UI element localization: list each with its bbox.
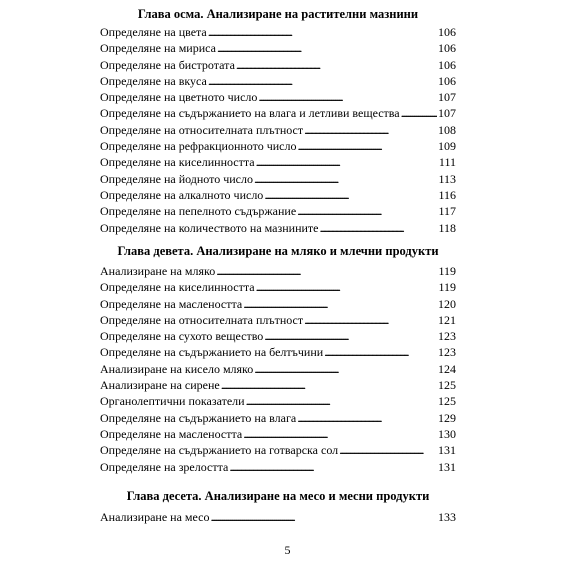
dot-leader (246, 393, 437, 409)
toc-entry-page: 119 (438, 280, 456, 295)
toc-list (100, 263, 456, 475)
toc-entry-label: Определяне на мириса (100, 41, 216, 56)
dot-leader (258, 89, 437, 105)
toc-entry-label: Определяне на съдържанието на белтъчини (100, 345, 324, 360)
toc-entry-label: Определяне на киселинността (100, 280, 255, 295)
dot-leader (254, 361, 437, 377)
toc-entry-label: Определяне на количеството на мазнините (100, 220, 319, 235)
dot-leader (320, 220, 438, 236)
toc-entry-label: Определяне на цветното число (100, 90, 258, 105)
toc-entry-page: 129 (438, 410, 456, 425)
toc-entry-page: 107 (438, 106, 456, 121)
toc-entry-page: 106 (438, 41, 456, 56)
toc-entry-label: Определяне на бистротата (100, 57, 235, 72)
toc-entry-page: 106 (438, 25, 456, 39)
toc-list (100, 509, 456, 525)
dot-leader (297, 203, 437, 219)
toc-entry (100, 393, 456, 409)
toc-entry-label: Анализиране на мляко (100, 264, 216, 278)
dot-leader (339, 442, 437, 458)
toc-entry-page: 106 (438, 73, 456, 88)
chapter-title: Глава десета. Анализиране на месо и месни продукти (126, 489, 430, 503)
toc-entry-page: 111 (438, 155, 456, 170)
toc-entry-page: 109 (438, 139, 456, 154)
toc-entry-page: 106 (438, 57, 456, 72)
toc-entry (100, 73, 456, 89)
toc-entry-page: 124 (438, 361, 456, 376)
toc-entry-label: Определяне на сухото вещество (100, 329, 264, 344)
toc-entry (100, 459, 456, 475)
dot-leader (243, 426, 437, 442)
toc-entry (100, 279, 456, 295)
dot-leader (324, 344, 437, 360)
dot-leader (297, 410, 437, 426)
toc-entry-label: Анализиране на кисело мляко (100, 361, 254, 376)
toc-entry (100, 40, 456, 56)
toc-entry (100, 187, 456, 203)
dot-leader (401, 105, 437, 121)
toc-entry-page: 113 (438, 171, 456, 186)
toc-entry (100, 426, 456, 442)
toc-entry (100, 122, 456, 138)
toc-entry-label: Определяне на цвета (100, 25, 207, 39)
toc-entry-label: Определяне на маслеността (100, 426, 243, 441)
dot-leader (304, 312, 437, 328)
toc-entry (100, 203, 456, 219)
toc-entry (100, 220, 456, 236)
chapter-title: Глава осма. Анализиране на растителни мазнини (137, 7, 419, 21)
toc-entry (100, 154, 456, 170)
toc-entry-label: Определяне на маслеността (100, 296, 243, 311)
toc-entry-label: Определяне на вкуса (100, 73, 207, 88)
toc-entry (100, 344, 456, 360)
dot-leader (264, 187, 437, 203)
toc-entry (100, 328, 456, 344)
toc-entry (100, 171, 456, 187)
dot-leader (256, 154, 438, 170)
toc-entry-page: 131 (438, 443, 456, 458)
dot-leader (217, 40, 437, 56)
toc-entry-label: Органолептични показатели (100, 394, 245, 409)
toc-entry-page: 117 (438, 204, 456, 219)
toc-entry-label: Определяне на относителната плътност (100, 122, 304, 137)
toc-entry-page: 118 (438, 220, 456, 235)
toc-entry (100, 361, 456, 377)
toc-entry (100, 105, 456, 121)
dot-leader (264, 328, 437, 344)
toc-entry (100, 263, 456, 279)
toc-entry-label: Определяне на йодното число (100, 171, 253, 186)
toc-entry (100, 312, 456, 328)
dot-leader (256, 279, 438, 295)
dot-leader (236, 57, 437, 73)
page-number: 5 (284, 543, 291, 557)
toc-entry-page: 133 (438, 510, 456, 524)
toc-entry-page: 125 (438, 394, 456, 409)
toc-entry-page: 130 (438, 426, 456, 441)
chapter-10 (100, 487, 456, 525)
chapter-9 (100, 242, 456, 475)
toc-entry-label: Определяне на киселинността (100, 155, 255, 170)
dot-leader (243, 296, 437, 312)
dot-leader (210, 509, 437, 525)
toc-entry-page: 123 (438, 345, 456, 360)
dot-leader (208, 73, 437, 89)
toc-entry-page: 107 (438, 90, 456, 105)
toc-entry-label: Определяне на относителната плътност (100, 312, 304, 327)
toc-entry-label: Определяне на съдържанието на влага и летливи вещества (100, 106, 400, 121)
chapter-8 (100, 5, 456, 236)
toc-entry-page: 131 (438, 459, 456, 474)
dot-leader (221, 377, 437, 393)
toc-entry (100, 442, 456, 458)
toc-entry (100, 24, 456, 40)
toc-entry-label: Определяне на съдържанието на готварска сол (100, 443, 339, 458)
toc-entry (100, 57, 456, 73)
toc-entry (100, 89, 456, 105)
toc-entry-page: 123 (438, 329, 456, 344)
toc-entry (100, 296, 456, 312)
toc-entry-label: Анализиране на сирене (100, 378, 220, 393)
dot-leader (229, 459, 437, 475)
toc-entry-page: 120 (438, 296, 456, 311)
dot-leader (304, 122, 437, 138)
toc-entry-label: Определяне на рефракционното число (100, 139, 297, 154)
toc-entry (100, 509, 456, 525)
toc-entry (100, 377, 456, 393)
toc-entry-label: Определяне на пепелното съдържание (100, 204, 297, 219)
toc-entry (100, 410, 456, 426)
toc-entry-label: Анализиране на месо (100, 510, 210, 524)
dot-leader (216, 263, 437, 279)
dot-leader (208, 24, 437, 40)
chapter-title: Глава девета. Анализиране на мляко и млечни продукти (117, 244, 439, 258)
toc-entry (100, 138, 456, 154)
toc-list (100, 24, 456, 236)
toc-entry-page: 121 (438, 312, 456, 327)
toc-entry-label: Определяне на съдържанието на влага (100, 410, 297, 425)
toc-entry-label: Определяне на алкалното число (100, 187, 264, 202)
toc-entry-page: 108 (438, 122, 456, 137)
toc-entry-page: 116 (438, 187, 456, 202)
dot-leader (297, 138, 437, 154)
dot-leader (254, 171, 437, 187)
toc-entry-page: 119 (438, 264, 456, 278)
toc-entry-label: Определяне на зрелостта (100, 459, 229, 474)
toc-entry-page: 125 (438, 378, 456, 393)
